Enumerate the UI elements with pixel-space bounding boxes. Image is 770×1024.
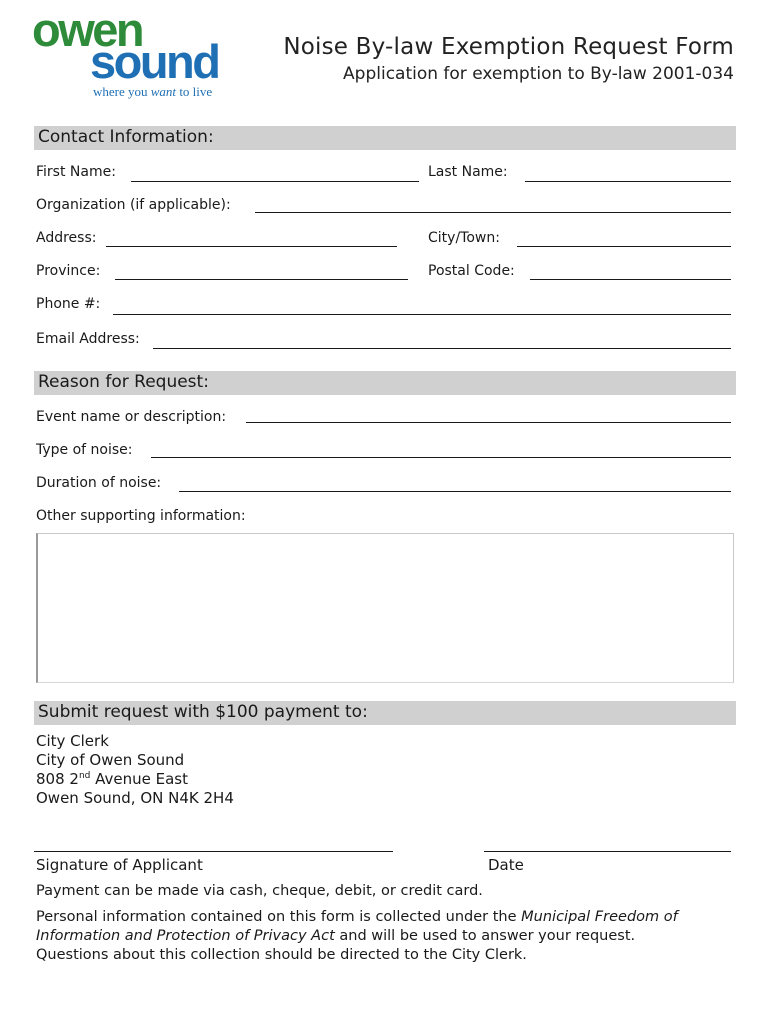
noise-duration-field[interactable] xyxy=(179,491,731,492)
noise-type-field[interactable] xyxy=(151,457,731,458)
phone-label: Phone #: xyxy=(36,296,101,312)
email-label: Email Address: xyxy=(36,331,140,347)
city-field[interactable] xyxy=(517,246,731,247)
noise-duration-label: Duration of noise: xyxy=(36,475,162,491)
address-field[interactable] xyxy=(106,246,397,247)
section-reason-for-request xyxy=(34,371,736,395)
province-field[interactable] xyxy=(115,279,408,280)
address-line-2: City of Owen Sound xyxy=(36,751,185,769)
privacy-note-line-1: Personal information contained on this form is collected under the Municipal Freedom of xyxy=(36,909,678,925)
province-label: Province: xyxy=(36,263,101,279)
first-name-label: First Name: xyxy=(36,164,116,180)
section-submit-request xyxy=(34,701,736,725)
organization-label: Organization (if applicable): xyxy=(36,197,231,213)
event-field[interactable] xyxy=(246,422,731,423)
last-name-label: Last Name: xyxy=(428,164,508,180)
signature-label: Signature of Applicant xyxy=(36,856,203,874)
date-label: Date xyxy=(488,856,524,874)
privacy-note-line-2: Information and Protection of Privacy Act and will be used to answer your request. xyxy=(36,928,636,944)
privacy-note-line-3: Questions about this collection should be directed to the City Clerk. xyxy=(36,947,527,963)
section-contact-information xyxy=(34,126,736,150)
other-info-label: Other supporting information: xyxy=(36,508,246,524)
payment-note: Payment can be made via cash, cheque, debit, or credit card. xyxy=(36,883,483,899)
date-field[interactable] xyxy=(484,851,731,852)
other-info-textarea[interactable] xyxy=(36,533,734,683)
section-heading: Contact Information: xyxy=(38,127,214,147)
address-label: Address: xyxy=(36,230,97,246)
logo-sound-text: sound xyxy=(90,35,219,88)
postal-code-label: Postal Code: xyxy=(428,263,515,279)
event-label: Event name or description: xyxy=(36,409,227,425)
section-heading: Reason for Request: xyxy=(38,372,209,392)
email-field[interactable] xyxy=(153,348,731,349)
section-heading: Submit request with $100 payment to: xyxy=(38,702,368,722)
form-title: Noise By-law Exemption Request Form xyxy=(283,34,734,60)
logo-tagline: where you want to live xyxy=(93,84,213,99)
last-name-field[interactable] xyxy=(525,181,731,182)
logo-owen-text: owen xyxy=(32,3,143,56)
organization-field[interactable] xyxy=(255,212,731,213)
address-line-1: City Clerk xyxy=(36,732,109,750)
noise-type-label: Type of noise: xyxy=(36,442,133,458)
phone-field[interactable] xyxy=(113,314,731,315)
city-label: City/Town: xyxy=(428,230,500,246)
first-name-field[interactable] xyxy=(131,181,419,182)
address-line-4: Owen Sound, ON N4K 2H4 xyxy=(36,789,234,807)
address-line-3: 808 2nd Avenue East xyxy=(36,770,189,788)
form-subtitle: Application for exemption to By-law 2001-034 xyxy=(343,64,734,84)
postal-code-field[interactable] xyxy=(530,279,731,280)
signature-field[interactable] xyxy=(34,851,393,852)
